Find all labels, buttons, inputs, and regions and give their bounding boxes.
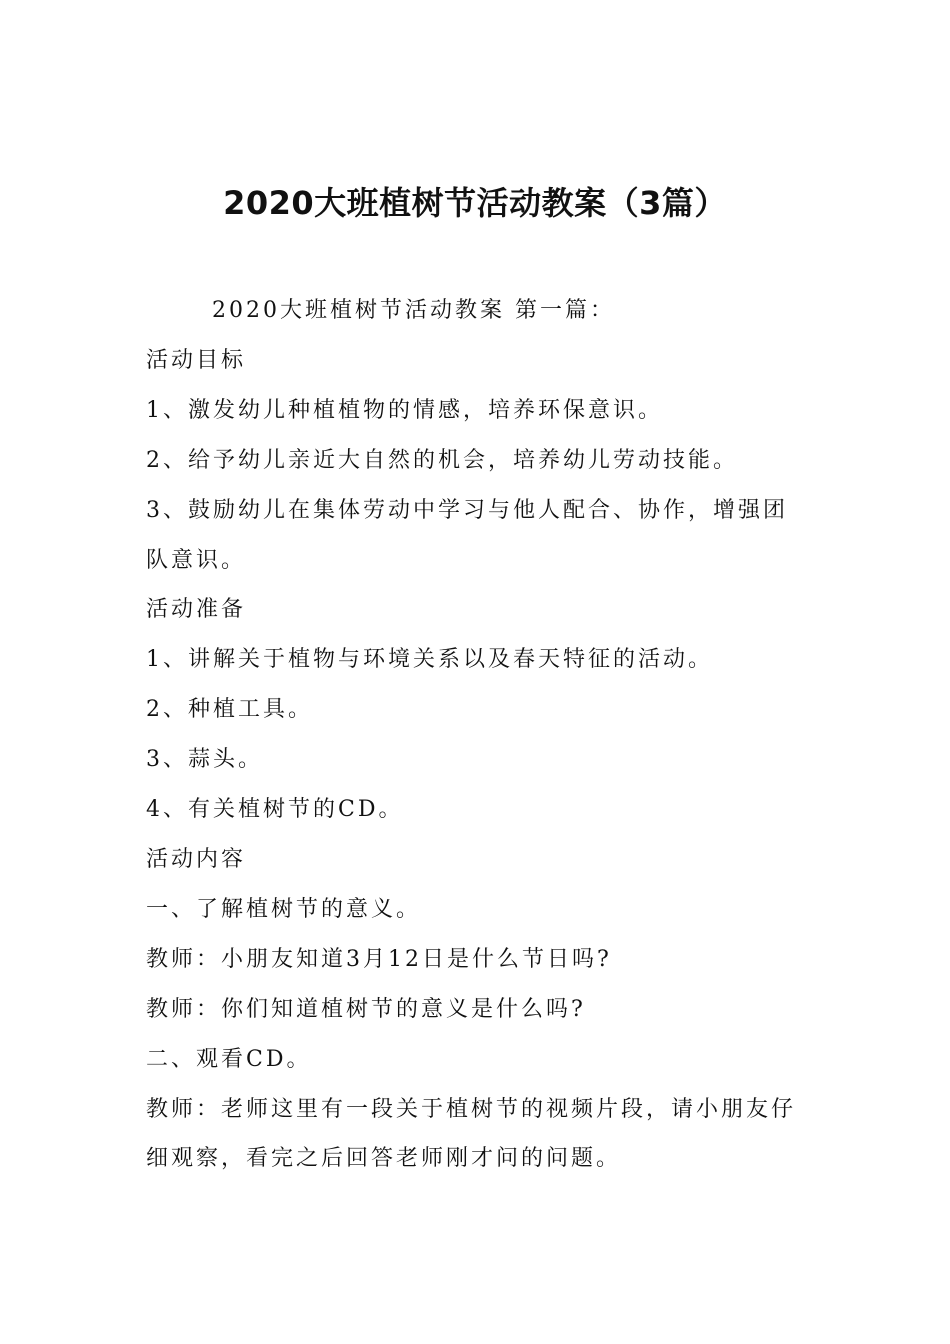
goal-item-1: 1、激发幼儿种植植物的情感，培养环保意识。 <box>146 397 663 423</box>
document-body <box>146 286 812 1184</box>
section-heading-first-plan: 2020大班植树节活动教案 第一篇： <box>212 298 615 323</box>
heading-activity-preparation: 活动准备 <box>146 597 247 623</box>
teacher-instruction: 教师：老师这里有一段关于植树节的视频片段，请小朋友仔细观察，看完之后回答老师刚才问的问题。 <box>146 1096 797 1172</box>
preparation-item-4: 4、有关植树节的CD。 <box>146 797 404 823</box>
heading-activity-goals: 活动目标 <box>146 347 247 373</box>
preparation-item-2: 2、种植工具。 <box>146 697 313 723</box>
heading-activity-content: 活动内容 <box>146 846 247 872</box>
teacher-question-2: 教师：你们知道植树节的意义是什么吗? <box>146 996 586 1022</box>
preparation-item-1: 1、讲解关于植物与环境关系以及春天特征的活动。 <box>146 647 713 673</box>
document-title: 2020大班植树节活动教案（3篇） <box>223 184 727 223</box>
content-step-2: 二、观看CD。 <box>146 1046 312 1072</box>
goal-item-2: 2、给予幼儿亲近大自然的机会，培养幼儿劳动技能。 <box>146 447 738 473</box>
goal-item-3: 3、鼓励幼儿在集体劳动中学习与他人配合、协作，增强团队意识。 <box>146 497 788 573</box>
preparation-item-3: 3、蒜头。 <box>146 747 263 773</box>
teacher-question-1: 教师：小朋友知道3月12日是什么节日吗? <box>146 946 612 972</box>
content-step-1: 一、了解植树节的意义。 <box>146 896 422 922</box>
